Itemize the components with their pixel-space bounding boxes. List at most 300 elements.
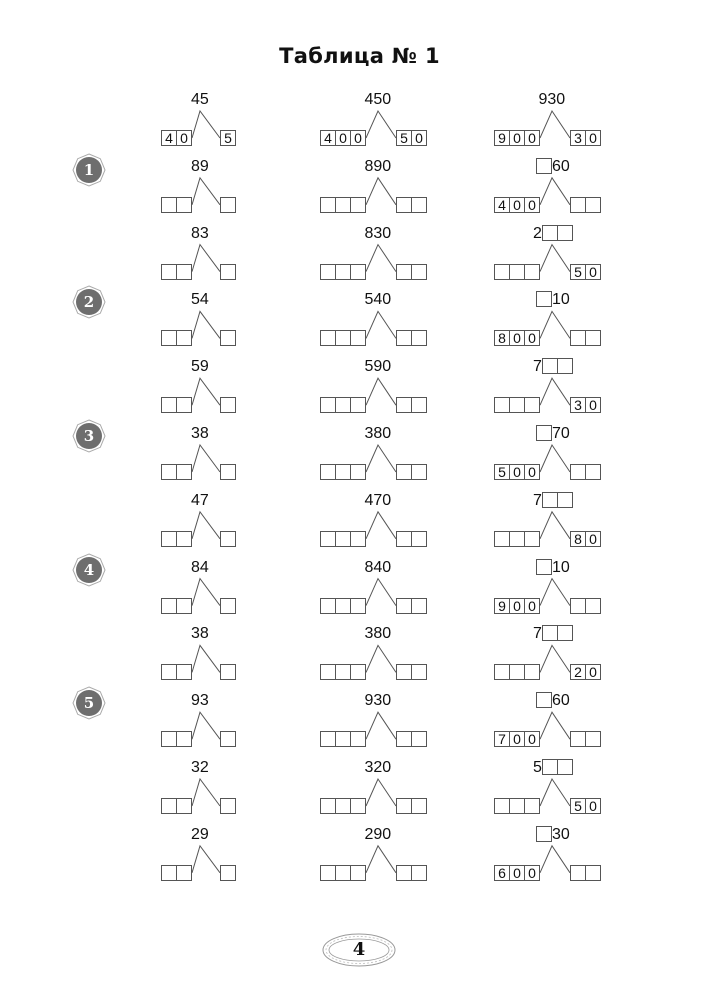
whole-number [365,625,392,643]
answer-box[interactable] [536,425,552,441]
whole-number-value: 840 [364,558,392,576]
answer-box[interactable] [176,264,192,280]
digit-box: 0 [585,531,601,547]
exercise-number-badge [72,419,106,453]
answer-box[interactable] [350,598,366,614]
right-part-boxes [570,731,601,747]
digit-box: 0 [176,130,192,146]
whole-number-value: 320 [364,759,392,776]
answer-box[interactable] [335,598,351,614]
right-part-boxes [220,397,236,413]
whole-number [191,692,209,710]
answer-box[interactable] [570,197,586,213]
answer-box[interactable] [176,397,192,413]
answer-box[interactable] [220,731,236,747]
whole-number-boxes [542,759,573,775]
answer-box[interactable] [536,158,552,174]
right-part-boxes [570,197,601,213]
answer-box[interactable] [320,464,336,480]
answer-box[interactable] [320,731,336,747]
answer-box[interactable] [320,664,336,680]
whole-number-boxes [542,225,573,241]
answer-box[interactable] [176,531,192,547]
answer-box[interactable] [161,865,177,881]
digit-box: 5 [570,798,586,814]
answer-box[interactable] [335,865,351,881]
whole-number [191,158,209,176]
digit-box: 8 [494,330,510,346]
whole-number [191,358,209,376]
right-part-boxes [396,731,427,747]
whole-number [365,759,392,777]
answer-box[interactable] [411,264,427,280]
whole-number-suffix: 30 [552,825,570,843]
whole-number [365,826,392,844]
answer-box[interactable] [396,731,412,747]
answer-box[interactable] [176,731,192,747]
answer-box[interactable] [350,264,366,280]
exercise-number: 1 [83,161,95,179]
answer-box[interactable] [176,598,192,614]
answer-box[interactable] [557,225,573,241]
answer-box[interactable] [411,397,427,413]
left-part-boxes [320,798,366,814]
digit-box: 0 [509,464,525,480]
answer-box[interactable] [585,330,601,346]
whole-number [191,291,209,309]
whole-number [536,158,570,176]
answer-box[interactable] [557,625,573,641]
answer-box[interactable] [320,865,336,881]
answer-box[interactable] [220,664,236,680]
answer-box[interactable] [161,397,177,413]
answer-box[interactable] [557,492,573,508]
whole-number [365,158,392,176]
whole-number-value: 59 [191,358,209,376]
answer-box[interactable] [161,330,177,346]
answer-box[interactable] [396,865,412,881]
answer-box[interactable] [411,731,427,747]
right-part-boxes [220,464,236,480]
answer-box[interactable] [161,264,177,280]
digit-box: 5 [570,264,586,280]
whole-number-value: 32 [191,759,209,776]
answer-box[interactable] [536,826,552,842]
answer-box[interactable] [494,798,510,814]
answer-box[interactable] [220,598,236,614]
answer-box[interactable] [396,598,412,614]
right-part-boxes [570,464,601,480]
digit-box: 0 [524,197,540,213]
right-part-boxes [220,264,236,280]
answer-box[interactable] [220,397,236,413]
answer-box[interactable] [220,464,236,480]
left-part-boxes [494,531,540,547]
whole-number [365,492,392,510]
answer-box[interactable] [411,598,427,614]
left-part-boxes [161,464,192,480]
answer-box[interactable] [350,531,366,547]
answer-box[interactable] [350,397,366,413]
answer-box[interactable] [570,731,586,747]
whole-number [365,91,392,109]
whole-number-value: 29 [191,825,209,843]
exercise-number-badge [72,553,106,587]
whole-number [536,692,570,710]
whole-number [533,759,573,777]
left-part-boxes [320,464,366,480]
answer-box[interactable] [161,598,177,614]
whole-number-value: 83 [191,224,209,242]
whole-number-boxes [536,158,552,174]
answer-box[interactable] [161,664,177,680]
exercise-number-badge [72,686,106,720]
digit-box: 0 [524,330,540,346]
answer-box[interactable] [161,197,177,213]
answer-box[interactable] [161,464,177,480]
digit-box: 0 [509,197,525,213]
answer-box[interactable] [557,358,573,374]
whole-number-value: 38 [191,425,209,442]
right-part-boxes [570,130,601,146]
digit-box: 8 [570,531,586,547]
whole-number [536,826,570,844]
right-part-boxes [396,664,427,680]
whole-number-value: 93 [191,692,209,710]
answer-box[interactable] [320,264,336,280]
digit-box: 0 [524,464,540,480]
answer-box[interactable] [335,664,351,680]
answer-box[interactable] [335,264,351,280]
left-part-boxes [320,397,366,413]
answer-box[interactable] [220,865,236,881]
answer-box[interactable] [320,197,336,213]
digit-box: 0 [350,130,366,146]
whole-number [533,625,573,643]
left-part-boxes [494,197,540,213]
whole-number [191,559,209,577]
digit-box: 5 [494,464,510,480]
digit-box: 0 [509,330,525,346]
answer-box[interactable] [335,798,351,814]
whole-number [536,559,570,577]
digit-box: 0 [585,798,601,814]
right-part-boxes [220,130,236,146]
right-part-boxes [570,798,601,814]
answer-box[interactable] [509,264,525,280]
exercise-number-badge [72,285,106,319]
whole-number [533,225,573,243]
right-part-boxes [220,664,236,680]
answer-box[interactable] [411,531,427,547]
answer-box[interactable] [396,664,412,680]
answer-box[interactable] [524,397,540,413]
answer-box[interactable] [494,397,510,413]
answer-box[interactable] [350,197,366,213]
answer-box[interactable] [396,397,412,413]
answer-box[interactable] [350,664,366,680]
answer-box[interactable] [557,759,573,775]
answer-box[interactable] [542,759,558,775]
answer-box[interactable] [570,330,586,346]
answer-box[interactable] [396,531,412,547]
digit-box: 0 [335,130,351,146]
answer-box[interactable] [509,531,525,547]
answer-box[interactable] [411,464,427,480]
whole-number [191,625,209,643]
whole-number-prefix: 2 [533,224,542,242]
answer-box[interactable] [570,865,586,881]
right-part-boxes [220,598,236,614]
whole-number [533,358,573,376]
page-title: Таблица № 1 [279,44,440,68]
whole-number-value: 540 [364,291,392,309]
answer-box[interactable] [396,264,412,280]
answer-box[interactable] [411,664,427,680]
answer-box[interactable] [509,664,525,680]
answer-box[interactable] [524,531,540,547]
answer-box[interactable] [509,397,525,413]
whole-number-prefix: 5 [533,759,542,776]
answer-box[interactable] [350,330,366,346]
whole-number [191,425,209,443]
exercise-number: 4 [83,561,95,579]
answer-box[interactable] [161,731,177,747]
answer-box[interactable] [411,330,427,346]
right-part-boxes [396,865,427,881]
answer-box[interactable] [320,330,336,346]
answer-box[interactable] [411,798,427,814]
answer-box[interactable] [536,692,552,708]
whole-number-prefix: 7 [533,625,542,643]
whole-number-value: 380 [364,425,392,442]
answer-box[interactable] [350,464,366,480]
digit-box: 0 [509,130,525,146]
left-part-boxes [320,664,366,680]
answer-box[interactable] [396,798,412,814]
answer-box[interactable] [335,731,351,747]
answer-box[interactable] [524,798,540,814]
digit-box: 2 [570,664,586,680]
whole-number-boxes [536,826,552,842]
whole-number-value: 89 [191,157,209,175]
left-part-boxes [494,865,540,881]
answer-box[interactable] [396,464,412,480]
whole-number-value: 380 [364,625,392,643]
whole-number [365,225,392,243]
answer-box[interactable] [176,865,192,881]
answer-box[interactable] [350,865,366,881]
answer-box[interactable] [524,664,540,680]
whole-number-value: 84 [191,558,209,576]
left-part-boxes [320,598,366,614]
whole-number [191,492,209,510]
left-part-boxes [161,731,192,747]
answer-box[interactable] [509,798,525,814]
right-part-boxes [396,264,427,280]
right-part-boxes [570,397,601,413]
answer-box[interactable] [536,559,552,575]
digit-box: 4 [161,130,177,146]
left-part-boxes [161,264,192,280]
answer-box[interactable] [542,625,558,641]
answer-box[interactable] [494,664,510,680]
answer-box[interactable] [570,464,586,480]
whole-number-value: 290 [364,825,392,843]
answer-box[interactable] [335,197,351,213]
whole-number-boxes [542,625,573,641]
whole-number-value: 47 [191,491,209,509]
answer-box[interactable] [542,225,558,241]
answer-box[interactable] [350,798,366,814]
left-part-boxes [320,264,366,280]
answer-box[interactable] [542,492,558,508]
whole-number-value: 38 [191,625,209,643]
left-part-boxes [494,664,540,680]
answer-box[interactable] [220,330,236,346]
answer-box[interactable] [494,264,510,280]
whole-number [365,291,392,309]
right-part-boxes [570,664,601,680]
left-part-boxes [161,531,192,547]
whole-number [191,225,209,243]
left-part-boxes [161,330,192,346]
digit-box: 0 [585,264,601,280]
digit-box: 9 [494,130,510,146]
answer-box[interactable] [176,798,192,814]
right-part-boxes [570,531,601,547]
right-part-boxes [396,397,427,413]
answer-box[interactable] [335,330,351,346]
answer-box[interactable] [161,798,177,814]
answer-box[interactable] [585,865,601,881]
whole-number-value: 450 [364,91,392,108]
left-part-boxes [161,598,192,614]
answer-box[interactable] [536,291,552,307]
digit-box: 9 [494,598,510,614]
whole-number-value: 54 [191,291,209,309]
digit-box: 6 [494,865,510,881]
digit-box: 0 [524,865,540,881]
digit-box: 0 [585,397,601,413]
answer-box[interactable] [411,865,427,881]
answer-box[interactable] [585,598,601,614]
digit-box: 0 [524,130,540,146]
left-part-boxes [494,798,540,814]
digit-box: 0 [585,664,601,680]
answer-box[interactable] [176,464,192,480]
whole-number-suffix: 10 [552,558,570,576]
answer-box[interactable] [350,731,366,747]
answer-box[interactable] [585,464,601,480]
digit-box: 5 [220,130,236,146]
digit-box: 0 [509,731,525,747]
answer-box[interactable] [396,330,412,346]
left-part-boxes [494,264,540,280]
page-number: 4 [352,939,366,960]
digit-box: 0 [509,865,525,881]
answer-box[interactable] [585,197,601,213]
answer-box[interactable] [411,197,427,213]
answer-box[interactable] [320,598,336,614]
right-part-boxes [396,130,427,146]
left-part-boxes [161,130,192,146]
whole-number [191,759,209,777]
digit-box: 0 [509,598,525,614]
answer-box[interactable] [161,531,177,547]
left-part-boxes [161,865,192,881]
whole-number-suffix: 60 [552,157,570,175]
answer-box[interactable] [585,731,601,747]
whole-number-value: 470 [364,491,392,509]
right-part-boxes [396,197,427,213]
digit-box: 0 [585,130,601,146]
exercise-number-badge [72,153,106,187]
page-number-badge [321,932,397,968]
answer-box[interactable] [396,197,412,213]
answer-box[interactable] [570,598,586,614]
answer-box[interactable] [220,197,236,213]
right-part-boxes [570,264,601,280]
answer-box[interactable] [176,330,192,346]
left-part-boxes [494,397,540,413]
left-part-boxes [494,598,540,614]
answer-box[interactable] [176,197,192,213]
left-part-boxes [161,397,192,413]
right-part-boxes [220,330,236,346]
whole-number [365,559,392,577]
answer-box[interactable] [320,531,336,547]
digit-box: 7 [494,731,510,747]
right-part-boxes [396,598,427,614]
whole-number [539,91,566,109]
whole-number-value: 590 [364,358,392,376]
left-part-boxes [320,731,366,747]
whole-number-prefix: 7 [533,491,542,509]
answer-box[interactable] [335,531,351,547]
answer-box[interactable] [220,531,236,547]
left-part-boxes [161,664,192,680]
right-part-boxes [220,798,236,814]
right-part-boxes [396,531,427,547]
whole-number [365,692,392,710]
answer-box[interactable] [335,397,351,413]
branch-lines [0,0,1,1]
answer-box[interactable] [176,664,192,680]
answer-box[interactable] [220,798,236,814]
whole-number-suffix: 60 [552,692,570,710]
answer-box[interactable] [220,264,236,280]
left-part-boxes [320,531,366,547]
digit-box: 0 [411,130,427,146]
answer-box[interactable] [335,464,351,480]
answer-box[interactable] [320,798,336,814]
whole-number [191,91,209,109]
answer-box[interactable] [524,264,540,280]
answer-box[interactable] [494,531,510,547]
left-part-boxes [161,197,192,213]
whole-number-boxes [542,358,573,374]
answer-box[interactable] [542,358,558,374]
whole-number-boxes [536,559,552,575]
whole-number-boxes [536,425,552,441]
whole-number [191,826,209,844]
whole-number [536,291,570,309]
answer-box[interactable] [320,397,336,413]
whole-number-suffix: 70 [552,425,570,442]
whole-number-suffix: 10 [552,291,570,309]
whole-number-boxes [536,291,552,307]
